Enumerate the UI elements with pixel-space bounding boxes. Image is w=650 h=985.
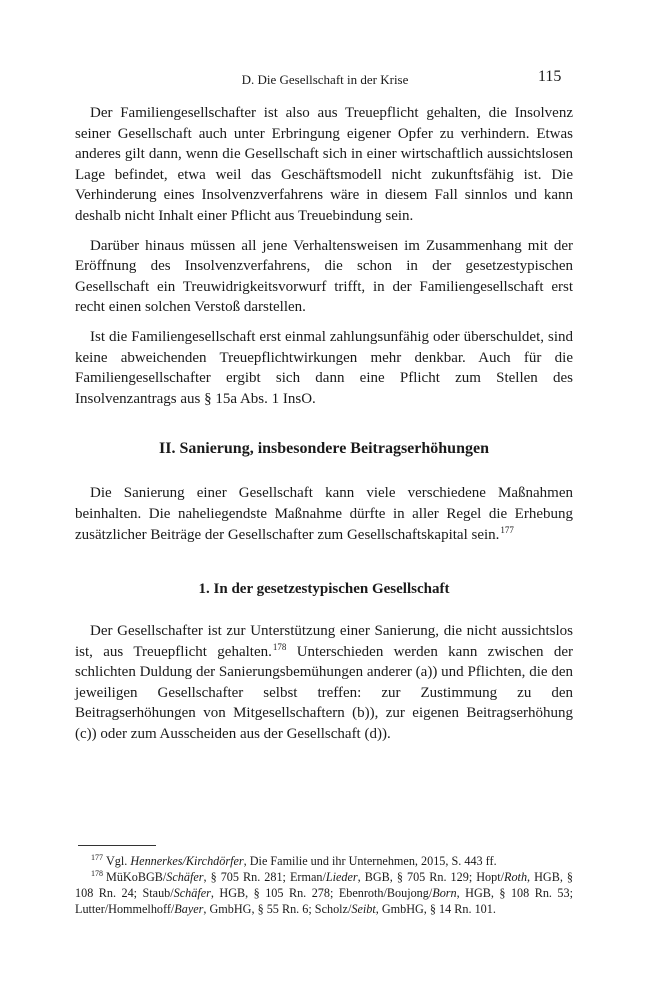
section-heading: II. Sanierung, insbesondere Beitragserhöhungen	[159, 440, 489, 458]
paragraph-text: Unterschieden werden kann zwischen der schlichten Duldung der Sanierungsbemühungen anderer (a)) und Pflichten, die den jeweiligen Gesellschafter selbst treffen: zur Zustimmung zu den Beitragserhöhungen von Mitgesellschaftern (b)), zur eigenen Beitragserhöhung (c)) oder zum Ausscheiden aus der Gesellschaft (d)).	[75, 643, 573, 743]
body-text	[75, 103, 573, 754]
footnote-text: , GmbHG, § 55 Rn. 6; Scholz/	[203, 902, 352, 916]
footnote-author: Schäfer	[173, 886, 211, 900]
footnote-text: Vgl.	[106, 854, 131, 868]
footnote	[75, 853, 573, 869]
footnote-text: , GmbHG, § 14 Rn. 101.	[375, 902, 496, 916]
footnote-number: 177	[91, 853, 103, 862]
page-number: 115	[538, 68, 562, 85]
paragraph	[75, 621, 573, 745]
footnote-text: , HGB, § 108 Rn. 53; Lutter/Hommelhoff/	[75, 886, 574, 916]
footnote-author: Schäfer	[166, 870, 204, 884]
paragraph-text: Der Gesellschafter ist zur Unterstützung einer Sanierung, die nicht aussichtslos ist, aus Treuepflicht gehalten.	[75, 623, 573, 660]
subsection-heading: 1. In der gesetzestypischen Gesellschaft	[198, 581, 450, 598]
footnotes	[75, 853, 573, 917]
footnote-text: , § 705 Rn. 281; Erman/	[203, 870, 326, 884]
footnote-text: , BGB, § 705 Rn. 129; Hopt/	[357, 870, 505, 884]
footnote	[75, 869, 573, 917]
footnote-author: Seibt	[351, 902, 376, 916]
paragraph: Der Familiengesellschafter ist also aus Treuepflicht gehalten, die Insolvenz seiner Gesellschaft auch unter Erbringung eigener Opfer zu verhindern. Etwas anderes gilt dann, wenn die Gesellschaft sich in einer wirtschaftlich aussichtslosen Lage befindet, etwa weil das Geschäftsmodell nicht zukunftsfähig ist. Die Verhinderung eines Insolvenzverfahrens wäre in diesem Fall sinnlos und kann deshalb nicht Inhalt einer Pflicht aus Treuebindung sein.	[75, 105, 573, 224]
footnote-number: 178	[91, 869, 103, 878]
footnote-author: Bayer	[174, 902, 204, 916]
footnote-text: , HGB, § 108 Rn. 24; Staub/	[75, 870, 574, 900]
footnote-text: , Die Familie und ihr Unternehmen, 2015, S. 443 ff.	[243, 854, 497, 868]
paragraph-text: Die Sanierung einer Gesellschaft kann viele verschiedene Maßnahmen beinhalten. Die naheliegendste Maßnahme dürfte in aller Regel die Erhebung zusätzlicher Beiträge der Gesellschafter zum Gesellschaftskapital sein.	[75, 485, 573, 543]
running-title: D. Die Gesellschaft in der Krise	[241, 72, 409, 87]
paragraph: Darüber hinaus müssen all jene Verhaltensweisen im Zusammenhang mit der Eröffnung des Insolvenzverfahrens, die schon in der gesetzestypischen Gesellschaft ein Treuwidrigkeitsvorwurf trifft, in der Familiengesellschaft erst recht einen solchen Verstoß darstellen.	[75, 237, 573, 316]
page-header	[0, 68, 650, 88]
footnote-divider	[78, 845, 156, 846]
footnote-author: Born	[432, 886, 457, 900]
footnote-text: MüKoBGB/	[106, 870, 167, 884]
footnote-author: Hennerkes/Kirchdörfer	[130, 854, 244, 868]
footnote-ref[interactable]: 177	[500, 524, 514, 535]
paragraph	[75, 483, 573, 545]
footnote-author: Roth	[504, 870, 528, 884]
paragraph: Ist die Familiengesellschaft erst einmal zahlungsunfähig oder überschuldet, sind keine abweichenden Treuepflichtwirkungen mehr denkbar. Auch für die Familiengesellschafter ergibt sich dann eine Pflicht zum Stellen des Insolvenzantrags aus § 15a Abs. 1 InsO.	[75, 328, 573, 407]
footnote-text: , HGB, § 105 Rn. 278; Ebenroth/Boujong/	[210, 886, 433, 900]
footnote-ref[interactable]: 178	[272, 641, 287, 652]
footnote-author: Lieder	[325, 870, 358, 884]
